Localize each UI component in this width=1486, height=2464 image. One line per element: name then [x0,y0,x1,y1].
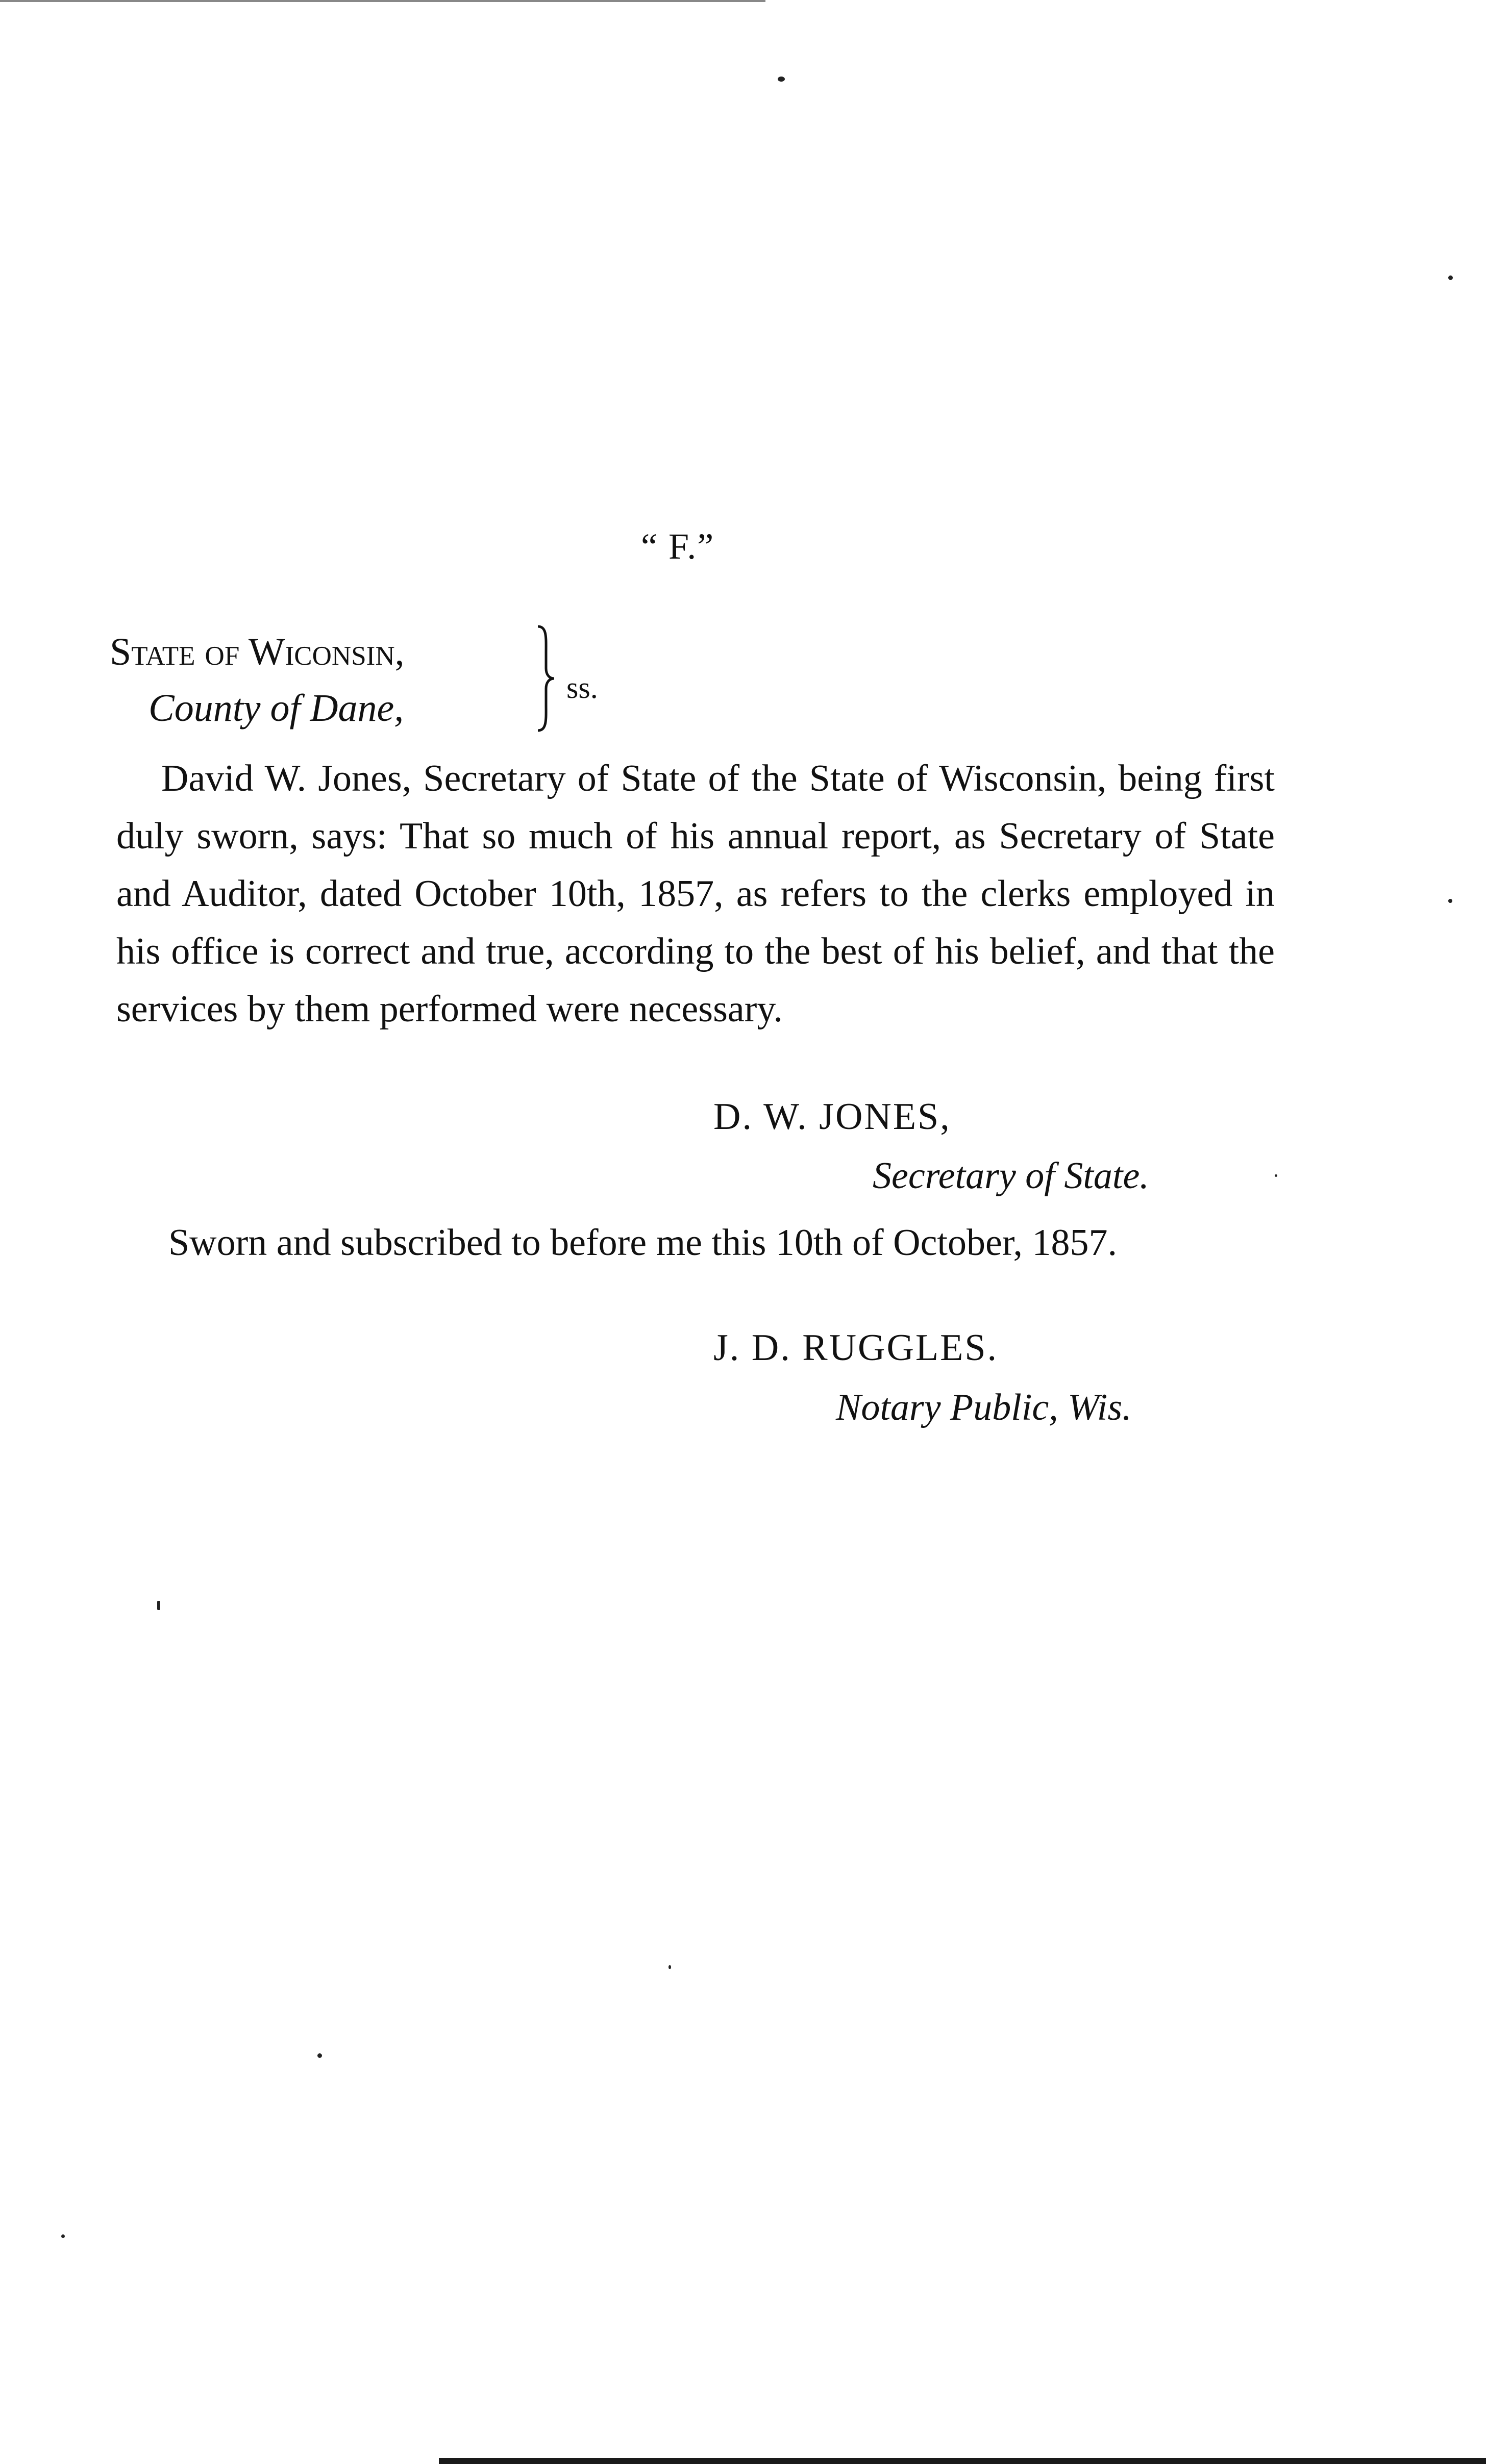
appendix-heading: “ F.” [641,526,715,567]
scan-bottom-edge [439,2458,1486,2464]
venue-state: State of Wiconsin, [110,631,405,673]
jurat-paragraph: Sworn and subscribed to before me this 10th of October, 1857. [168,1222,1117,1264]
venue-county: County of Dane, [148,687,404,730]
scan-speck [317,2053,322,2058]
venue-ss: ss. [566,671,598,705]
affidavit-paragraph: David W. Jones, Secretary of State of the State of Wisconsin, being first duly sworn, says: That so much of his annual report, as Secretary of State and Auditor, dated October 10th, 1857, as refers to the clerks employed in his office is correct and true, according to the best of his belief, and that the services by them performed were necessary. [116,758,1275,1030]
scan-speck [1275,1174,1277,1177]
venue-brace [536,622,556,735]
notary-title: Notary Public, Wis. [836,1387,1132,1428]
scan-speck [1448,275,1453,280]
scan-speck [668,1965,671,1969]
notary-name: J. D. RUGGLES. [713,1327,998,1369]
scan-speck [778,77,785,82]
scan-speck [157,1601,160,1610]
scan-top-edge [0,0,765,2]
signatory-title: Secretary of State. [873,1155,1149,1197]
scan-speck [1448,899,1452,903]
signatory-name: D. W. JONES, [713,1096,951,1138]
scan-speck [61,2234,65,2238]
